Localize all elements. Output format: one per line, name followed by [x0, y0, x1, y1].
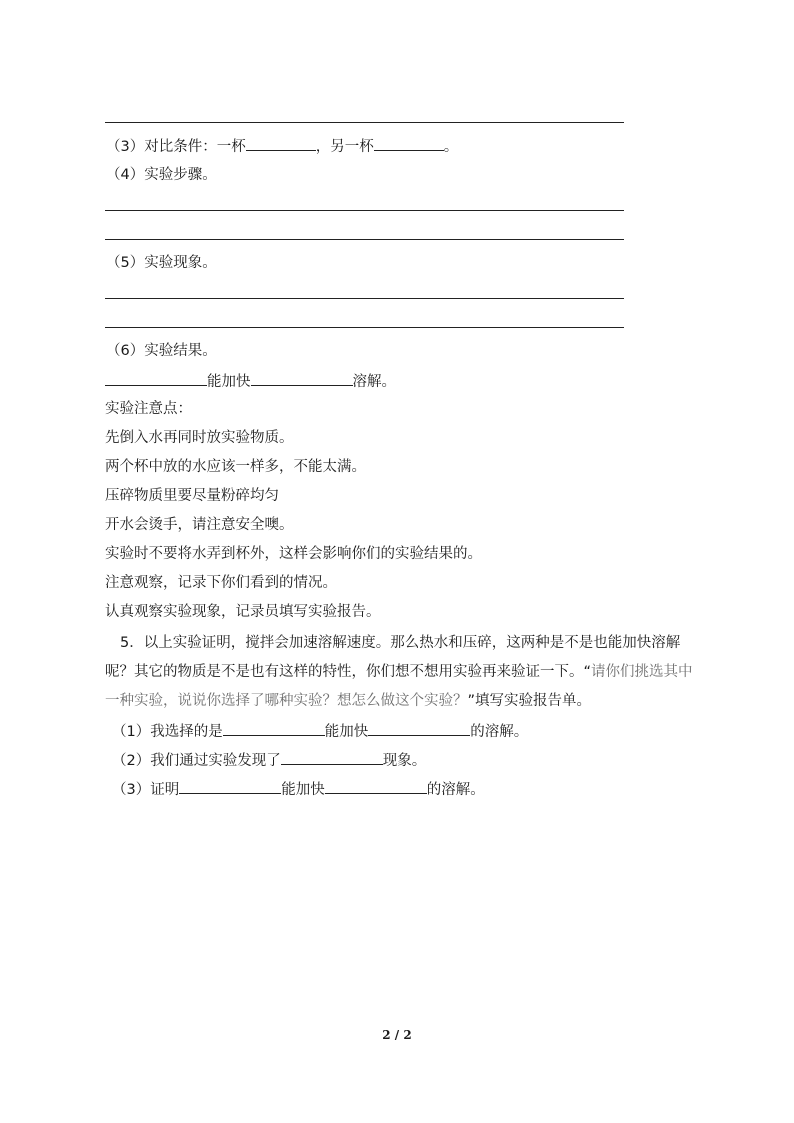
fill-blank[interactable]	[246, 135, 316, 151]
answer-line	[105, 239, 624, 240]
note-item: 认真观察实验现象，记录员填写实验报告。	[105, 604, 381, 620]
item-4-steps: （4）实验步骤。	[106, 167, 217, 183]
answer-line	[105, 122, 624, 123]
fill-blank[interactable]	[374, 135, 444, 151]
fill-blank[interactable]	[223, 720, 325, 736]
note-item: 压碎物质里要尽量粉碎均匀	[105, 488, 279, 504]
answer-line	[105, 298, 624, 299]
note-item: 注意观察，记录下你们看到的情况。	[105, 575, 337, 591]
question-5-line-1: 5．以上实验证明，搅拌会加速溶解速度。那么热水和压碎，这两种是不是也能加快溶解	[120, 635, 681, 651]
note-item: 两个杯中放的水应该一样多，不能太满。	[105, 459, 366, 475]
report-item-1: （1）我选择的是 能加快 的溶解。	[112, 720, 528, 742]
page-number: 2 / 2	[382, 1028, 412, 1042]
notes-title: 实验注意点：	[105, 401, 192, 417]
note-item: 开水会烫手，请注意安全噢。	[105, 517, 294, 533]
report-item-3: （3）证明 能加快 的溶解。	[112, 778, 485, 800]
question-5-line-3: 一种实验，说说你选择了哪种实验？想怎么做这个实验？”填写实验报告单。	[105, 693, 592, 709]
note-item: 先倒入水再同时放实验物质。	[105, 430, 294, 446]
note-item: 实验时不要将水弄到杯外，这样会影响你们的实验结果的。	[105, 546, 482, 562]
answer-line	[105, 327, 624, 328]
fill-blank[interactable]	[368, 720, 470, 736]
report-item-2: （2）我们通过实验发现了 现象。	[112, 749, 426, 771]
answer-line	[105, 210, 624, 211]
item-5-phenomenon: （5）实验现象。	[106, 255, 217, 271]
item-6-result: （6）实验结果。	[106, 343, 217, 359]
fill-blank[interactable]	[179, 778, 281, 794]
fill-blank[interactable]	[105, 370, 207, 386]
fill-blank[interactable]	[281, 749, 383, 765]
question-5-line-2: 呢？其它的物质是不是也有这样的特性，你们想不想用实验再来验证一下。“请你们挑选其中	[105, 664, 693, 680]
fill-blank[interactable]	[251, 370, 353, 386]
result-fill-line: 能加快 溶解。	[105, 370, 396, 392]
fill-blank[interactable]	[325, 778, 427, 794]
item-3-contrast: （3）对比条件：一杯 ，另一杯 。	[106, 135, 458, 157]
